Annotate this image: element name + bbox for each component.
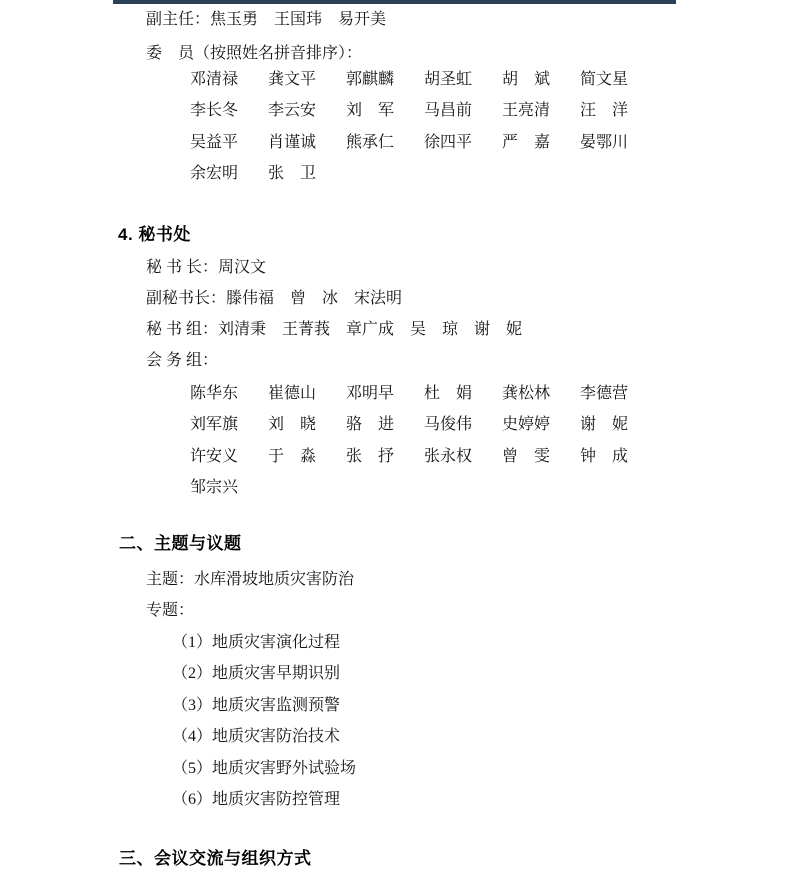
- person-name: 刘 晓: [268, 416, 317, 434]
- person-name: 郭麒麟: [346, 71, 395, 88]
- page-top-rule: [113, 0, 676, 4]
- person-name: 谢 妮: [580, 416, 629, 434]
- deputy-secretary-general-label: 副秘书长：: [146, 290, 227, 307]
- topic-item: （3）地质灾害监测预警: [172, 696, 341, 714]
- topic-item: （6）地质灾害防控管理: [172, 790, 341, 808]
- person-name: 肖谨诚: [268, 133, 317, 151]
- topic-item: （5）地质灾害野外试验场: [172, 759, 357, 777]
- person-name: 许安义: [190, 447, 239, 465]
- person-name: 杜 娟: [424, 385, 473, 402]
- name-row: [190, 447, 658, 478]
- person-name: 于 淼: [268, 447, 317, 465]
- person-name: 李德营: [580, 385, 629, 402]
- person-name: 钟 成: [580, 447, 629, 465]
- topic-list: [172, 633, 356, 821]
- person-name: 马俊伟: [424, 416, 473, 434]
- person-name: 张永权: [424, 447, 473, 465]
- person-name: 崔德山: [268, 385, 317, 402]
- deputy-director-row: [146, 10, 386, 29]
- person-name: 简文星: [580, 71, 629, 88]
- deputy-director-label: 副主任：: [146, 11, 211, 28]
- person-name: 邹宗兴: [190, 479, 239, 497]
- deputy-secretary-general-names: 滕伟福 曾 冰 宋法明: [226, 290, 403, 307]
- deputy-director-names: 焦玉勇 王国玮 易开美: [210, 11, 387, 28]
- person-name: 骆 进: [346, 416, 395, 434]
- secretary-group-row: [146, 320, 522, 339]
- name-row: [190, 70, 658, 101]
- person-name: 张 抒: [346, 447, 395, 465]
- person-name: 徐四平: [424, 133, 473, 151]
- person-name: 严 嘉: [502, 133, 551, 151]
- name-row: [190, 478, 658, 509]
- topics-label: 专题：: [146, 602, 195, 619]
- person-name: 陈华东: [190, 385, 239, 402]
- affairs-name-grid: [190, 384, 658, 510]
- person-name: 张 卫: [268, 165, 317, 183]
- name-row: [190, 384, 658, 415]
- member-name-grid: [190, 70, 658, 196]
- affairs-group-label: 会 务 组：: [146, 352, 219, 369]
- affairs-group-row: [146, 351, 218, 370]
- theme-value: 水库滑坡地质灾害防治: [194, 571, 355, 588]
- theme-row: [146, 570, 354, 589]
- name-row: [190, 164, 658, 195]
- name-row: [190, 415, 658, 446]
- name-row: [190, 101, 658, 132]
- exchange-heading: 三、会议交流与组织方式: [119, 849, 312, 868]
- person-name: 刘 军: [346, 102, 395, 120]
- person-name: 胡圣虹: [424, 71, 473, 88]
- person-name: 邓清禄: [190, 71, 239, 88]
- person-name: 曾 雯: [502, 447, 551, 465]
- person-name: 胡 斌: [502, 71, 551, 88]
- topic-item: （4）地质灾害防治技术: [172, 728, 341, 746]
- topic-item: （2）地质灾害早期识别: [172, 665, 341, 683]
- name-row: [190, 133, 658, 164]
- person-name: 邓明早: [346, 385, 395, 402]
- secretary-general-names: 周汉文: [218, 259, 267, 276]
- theme-label: 主题：: [146, 571, 195, 588]
- person-name: 李长冬: [190, 102, 239, 120]
- secretariat-heading: 4. 秘书处: [118, 225, 191, 244]
- person-name: 王亮清: [502, 102, 551, 120]
- person-name: 刘军旗: [190, 416, 239, 434]
- secretary-group-names: 刘清秉 王菁莪 章广成 吴 琼 谢 妮: [218, 321, 523, 338]
- person-name: 熊承仁: [346, 133, 395, 151]
- member-label: 委 员（按照姓名拼音排序）：: [146, 45, 363, 62]
- topics-label-row: [146, 601, 194, 620]
- person-name: 龚松林: [502, 385, 551, 402]
- secretary-general-row: [146, 258, 266, 277]
- person-name: 汪 洋: [580, 102, 629, 120]
- member-label-row: [146, 44, 362, 63]
- person-name: 龚文平: [268, 71, 317, 88]
- person-name: 余宏明: [190, 165, 239, 183]
- person-name: 李云安: [268, 102, 317, 120]
- person-name: 吴益平: [190, 133, 239, 151]
- themes-heading: 二、主题与议题: [119, 534, 242, 553]
- topic-item: （1）地质灾害演化过程: [172, 634, 341, 651]
- person-name: 晏鄂川: [580, 133, 629, 151]
- person-name: 史婷婷: [502, 416, 551, 434]
- deputy-secretary-general-row: [146, 289, 402, 308]
- secretary-general-label: 秘 书 长：: [146, 259, 219, 276]
- secretary-group-label: 秘 书 组：: [146, 321, 219, 338]
- person-name: 马昌前: [424, 102, 473, 120]
